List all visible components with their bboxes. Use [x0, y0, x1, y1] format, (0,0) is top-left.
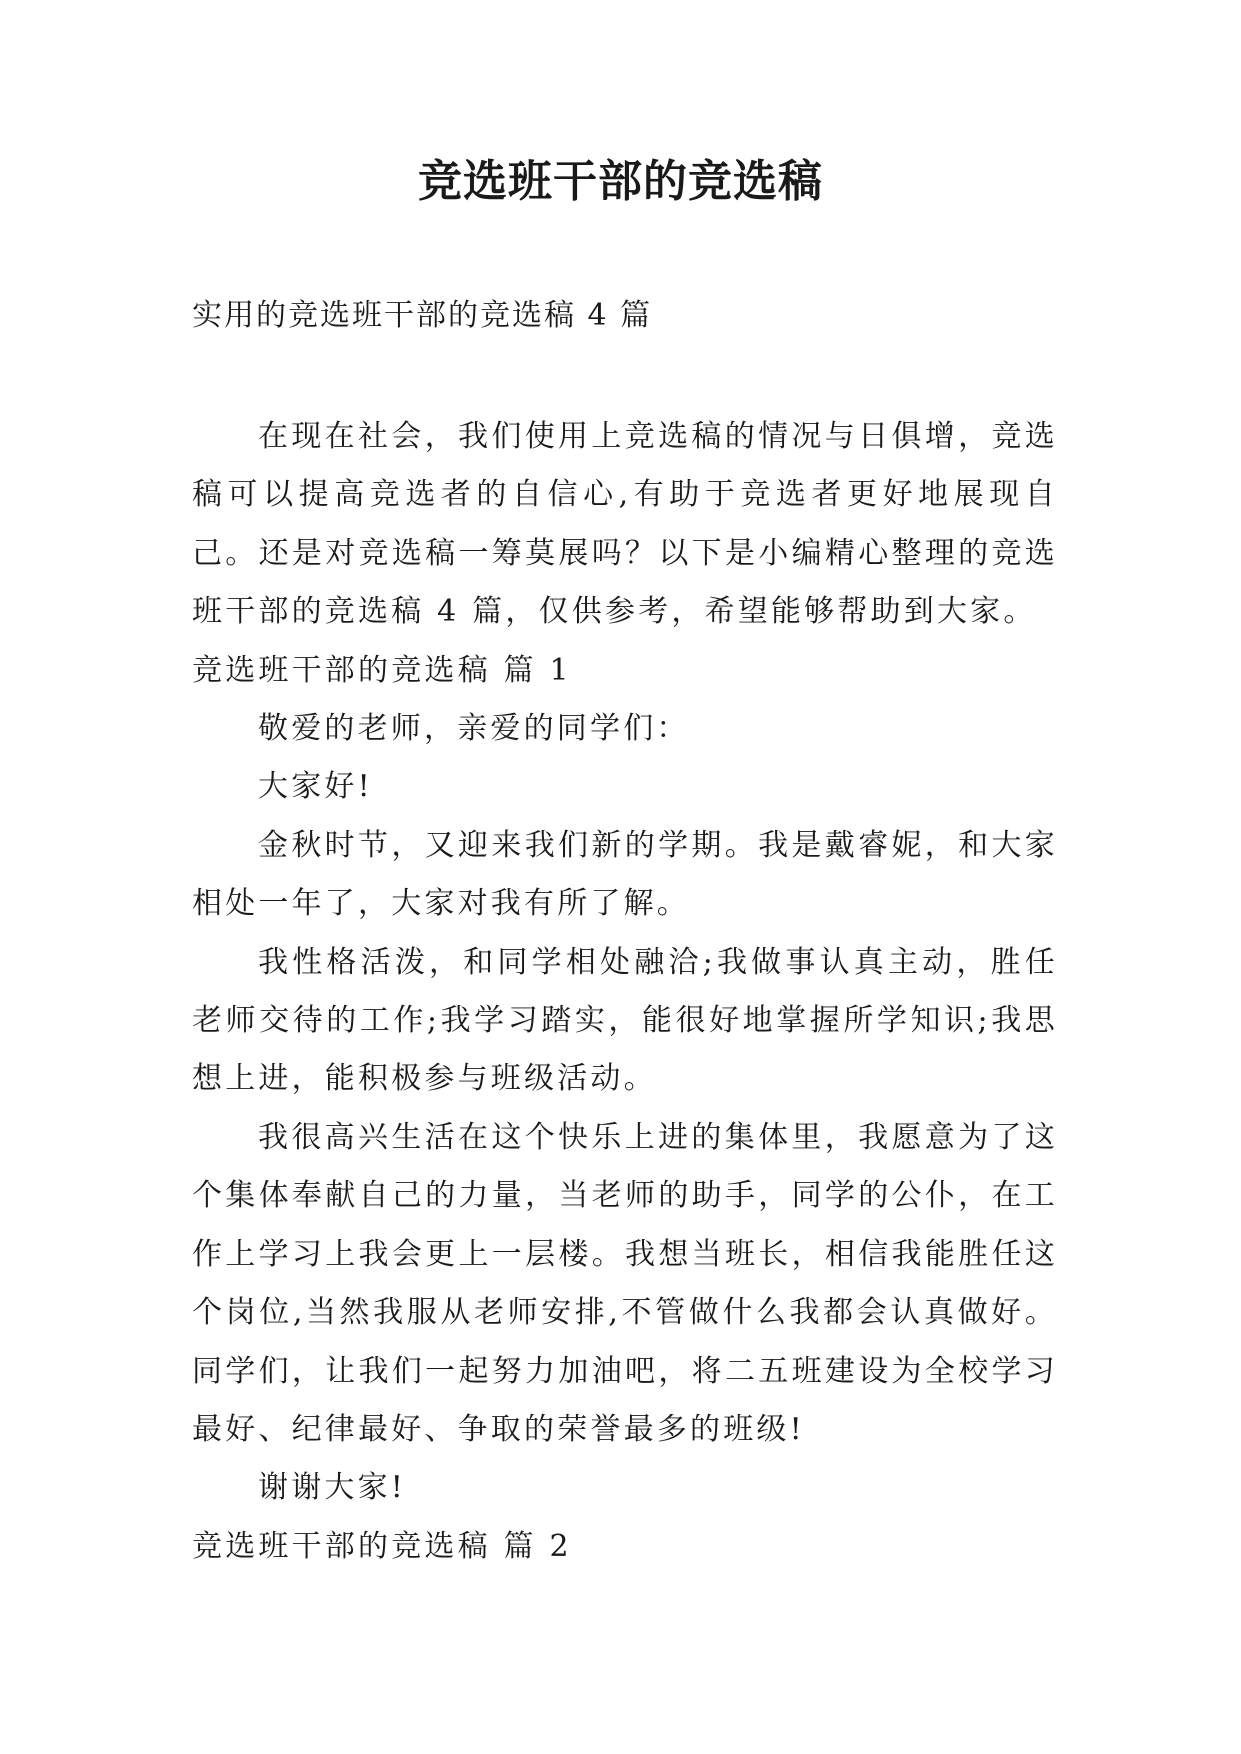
greeting-paragraph: 大家好! — [258, 769, 373, 805]
body-paragraph: 我很高兴生活在这个快乐上进的集体里，我愿意为了这个集体奉献自己的力量，当老师的助手，同学的公仆，在工作上学习上我会更上一层楼。我想当班长，相信我能胜任这个岗位,当然我服从老师安排,不管做什么我都会认真做好。同学们，让我们一起努力加油吧，将二五班建设为全校学习最好、纪律最好、争取的荣誉最多的班级! — [192, 1119, 1058, 1447]
section-heading-1: 竞选班干部的竞选稿 篇 1 — [192, 652, 572, 688]
document-body — [192, 408, 1058, 1576]
intro-paragraph: 在现在社会，我们使用上竞选稿的情况与日俱增，竞选稿可以提高竞选者的自信心,有助于竞选者更好地展现自己。还是对竞选稿一筹莫展吗？以下是小编精心整理的竞选班干部的竞选稿 4 篇，仅供参考，希望能够帮助到大家。 — [192, 419, 1058, 630]
body-paragraph: 我性格活泼，和同学相处融洽;我做事认真主动，胜任老师交待的工作;我学习踏实，能很好地掌握所学知识;我思想上进，能积极参与班级活动。 — [192, 944, 1058, 1097]
closing-paragraph: 谢谢大家! — [258, 1470, 407, 1506]
section-heading-2: 竞选班干部的竞选稿 篇 2 — [192, 1528, 572, 1564]
salutation-paragraph: 敬爱的老师，亲爱的同学们： — [258, 711, 690, 747]
body-paragraph: 金秋时节，又迎来我们新的学期。我是戴睿妮，和大家相处一年了，大家对我有所了解。 — [192, 827, 1058, 922]
document-subtitle: 实用的竞选班干部的竞选稿 4 篇 — [192, 298, 653, 333]
document-title: 竞选班干部的竞选稿 — [418, 156, 823, 207]
